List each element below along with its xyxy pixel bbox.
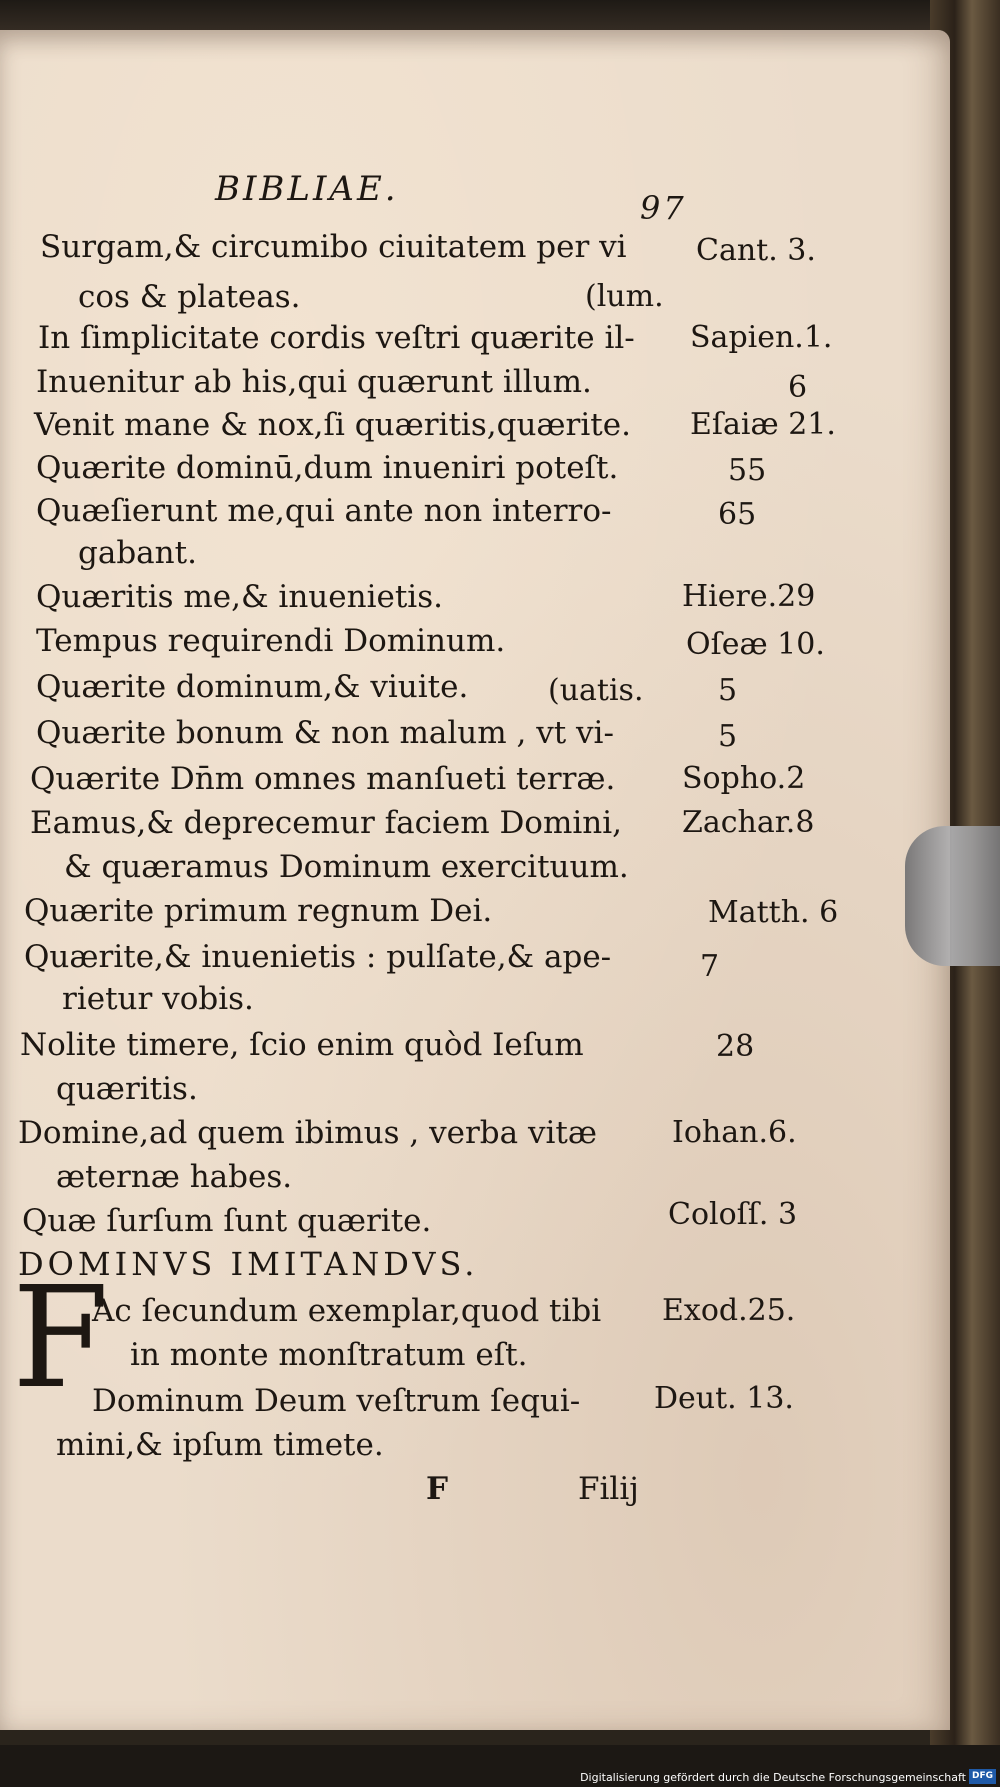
entry-text: Quærite Dn̄m omnes manſueti terræ. [30,761,616,797]
entry-reference: 6 [788,370,808,405]
entry-reference: (lum. [585,279,664,314]
entry-text: Quærite,& inuenietis : pulſate,& ape- [24,939,612,975]
entry-text: Quærite dominū,dum inueniri poteſt. [36,450,619,486]
dfg-logo: DFG [969,1769,996,1784]
entry-text: Quæ ſurſum ſunt quærite. [22,1203,432,1239]
entry-text: rietur vobis. [62,981,254,1017]
section-heading: DOMINVS IMITANDVS. [18,1245,479,1283]
entry-reference: 55 [728,453,767,488]
running-head: BIBLIAE. [215,169,399,209]
entry-text: Quæſierunt me,qui ante non interro- [36,493,612,529]
entry-text: Venit mane & nox,ſi quæritis,quærite. [34,407,631,443]
entry-text: Tempus requirendi Dominum. [36,623,506,659]
entry-text: Quærite primum regnum Dei. [24,893,493,929]
initial-letter-ornament [10,1257,110,1420]
initial-letter: F [12,1257,110,1420]
entry-text: Quæritis me,& inuenietis. [36,579,443,615]
signature-mark: F [426,1471,449,1507]
entry-reference: Oſeæ 10. [686,627,825,662]
section-reference: Exod.25. [662,1293,796,1328]
entry-reference: (uatis. [548,673,644,708]
entry-reference: Zachar.8 [682,805,815,840]
catchword: Filij [578,1471,639,1507]
entry-text: cos & plateas. [78,279,301,315]
entry-text: quæritis. [56,1071,198,1107]
entry-text: gabant. [78,535,197,571]
entry-reference: 28 [716,1029,755,1064]
entry-text: Domine,ad quem ibimus , verba vitæ [18,1115,597,1151]
entry-text: & quæramus Dominum exercituum. [64,849,629,885]
section-line: in monte monſtratum eſt. [130,1337,528,1373]
entry-reference: Sopho.2 [682,761,806,796]
entry-reference: 7 [700,949,720,984]
section-line: mini,& ipſum timete. [56,1427,384,1463]
entry-reference: Iohan.6. [672,1115,797,1150]
entry-text: Quærite bonum & non malum , vt vi- [36,715,614,751]
page-number: 97 [640,189,687,227]
entry-reference: Sapien.1. [690,320,833,355]
entry-reference: 5 [718,673,738,708]
entry-text: Eamus,& deprecemur faciem Domini, [30,805,623,841]
entry-text: Quærite dominum,& viuite. [36,669,469,705]
entry-reference: 65 [718,497,757,532]
entry-reference: Cant. 3. [696,233,816,268]
page-clip [905,826,1000,966]
section-line: Dominum Deum veſtrum ſequi- [92,1383,581,1419]
entry-reference: Matth. 6 [708,895,839,930]
entry-text: Inuenitur ab his,qui quærunt illum. [36,364,592,400]
entry-reference-note: 5 [718,719,738,754]
entry-text: Nolite timere, ſcio enim quòd Ieſum [20,1027,584,1063]
entry-reference: Hiere.29 [682,579,816,614]
entry-reference: Coloſſ. 3 [668,1197,798,1232]
section-reference: Deut. 13. [654,1381,794,1416]
entry-reference: Eſaiæ 21. [690,407,836,442]
entry-text: In ſimplicitate cordis veſtri quærite il- [38,320,635,356]
footer-credit: Digitalisierung gefördert durch die Deutsche Forschungsgemeinschaft [580,1771,966,1784]
section-line: Ac ſecundum exemplar,quod tibi [92,1293,602,1329]
entry-text: Surgam,& circumibo ciuitatem per vi [40,229,627,265]
entry-text: æternæ habes. [56,1159,293,1195]
